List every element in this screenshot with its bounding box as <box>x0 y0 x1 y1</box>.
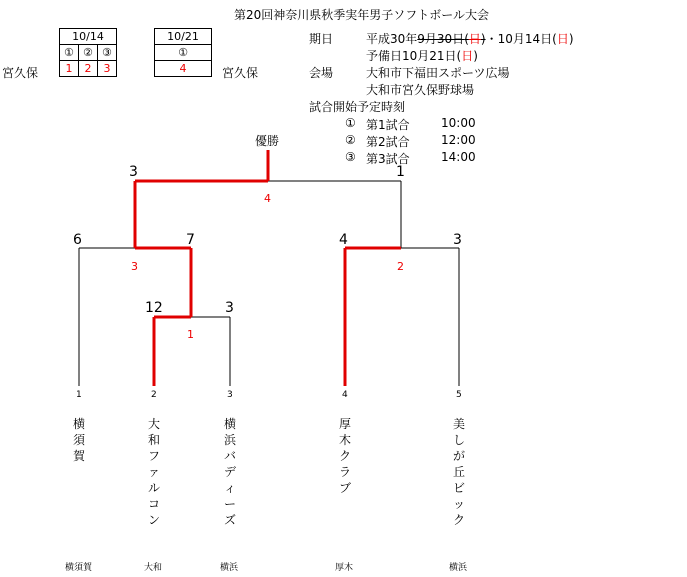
team-name: 横須賀 <box>72 417 85 463</box>
page-title: 第20回神奈川県秋季実年男子ソフトボール大会 <box>234 8 490 22</box>
schedule-game-number: 3 <box>97 61 116 77</box>
team-region: 厚木 <box>335 563 354 573</box>
date-paren: ) <box>568 32 574 46</box>
start-time-title: 試合開始予定時刻 <box>309 100 406 114</box>
game-time: 12:00 <box>441 133 476 147</box>
team-seed: 1 <box>76 390 82 400</box>
reserve-paren: ) <box>473 49 478 63</box>
schedule-game-number: 1 <box>60 61 79 77</box>
game-name: 第1試合 <box>366 118 410 132</box>
schedule-slot: ① <box>155 45 212 61</box>
team-seed: 4 <box>342 390 348 400</box>
round1-game-number: 1 <box>187 328 194 341</box>
venue-1: 大和市下福田スポーツ広場 <box>366 66 510 80</box>
date-label: 期日 <box>309 32 334 46</box>
team-seed: 5 <box>456 390 462 400</box>
schedule-slot: ① <box>60 45 79 61</box>
game-time: 10:00 <box>441 116 476 130</box>
semi-right-left-score: 4 <box>339 232 348 248</box>
team-name: 横浜バディーズ <box>223 417 236 527</box>
final-right-score: 1 <box>396 164 405 180</box>
round1-left-score: 12 <box>145 300 163 316</box>
schedule-date: 10/14 <box>60 29 117 45</box>
schedule-slot: ③ <box>97 45 116 61</box>
team-region: 横須賀 <box>65 563 93 573</box>
game-name: 第2試合 <box>366 135 410 149</box>
team-region: 大和 <box>144 563 163 573</box>
team-name: 美しが丘ビック <box>452 417 465 527</box>
team-name: 厚木クラブ <box>338 417 351 495</box>
venue-label: 会場 <box>309 66 334 80</box>
reserve-label: 予備日10月21日( <box>366 49 462 63</box>
schedule-venue-label: 宮久保 <box>222 66 259 80</box>
date-weekday-new: 日 <box>556 32 569 46</box>
team-seed: 2 <box>151 390 157 400</box>
game-number: ② <box>345 133 356 147</box>
final-game-number: 4 <box>264 192 271 205</box>
game-number: ① <box>345 116 356 130</box>
schedule-game-number: 4 <box>155 61 212 77</box>
semi-left-left-score: 6 <box>73 232 82 248</box>
schedule-date: 10/21 <box>155 29 212 45</box>
schedule-game-number: 2 <box>78 61 97 77</box>
semi-left-right-score: 7 <box>186 232 195 248</box>
semi-left-game-number: 3 <box>131 260 138 273</box>
schedule-venue-label: 宮久保 <box>2 66 39 80</box>
team-name: 大和ファルコン <box>147 417 160 527</box>
team-region: 横浜 <box>220 563 239 573</box>
venue-2: 大和市宮久保野球場 <box>366 83 475 97</box>
reserve-weekday: 日 <box>461 49 474 63</box>
game-name: 第3試合 <box>366 152 410 166</box>
date-weekday-struck: 日 <box>468 32 481 46</box>
champion-label: 優勝 <box>255 134 280 148</box>
date-year: 平成30年 <box>366 32 418 46</box>
schedule-slot: ② <box>78 45 97 61</box>
game-time: 14:00 <box>441 150 476 164</box>
date-new: 10月14日( <box>497 32 557 46</box>
date-struck: 9月30日 <box>417 32 465 46</box>
team-region: 横浜 <box>449 563 468 573</box>
final-left-score: 3 <box>129 164 138 180</box>
date-separator: ・ <box>485 32 498 46</box>
team-seed: 3 <box>227 390 233 400</box>
semi-right-game-number: 2 <box>397 260 404 273</box>
date-paren: ) <box>480 32 486 46</box>
round1-right-score: 3 <box>225 300 234 316</box>
game-number: ③ <box>345 150 356 164</box>
date-paren: ( <box>464 32 469 46</box>
semi-right-right-score: 3 <box>453 232 462 248</box>
